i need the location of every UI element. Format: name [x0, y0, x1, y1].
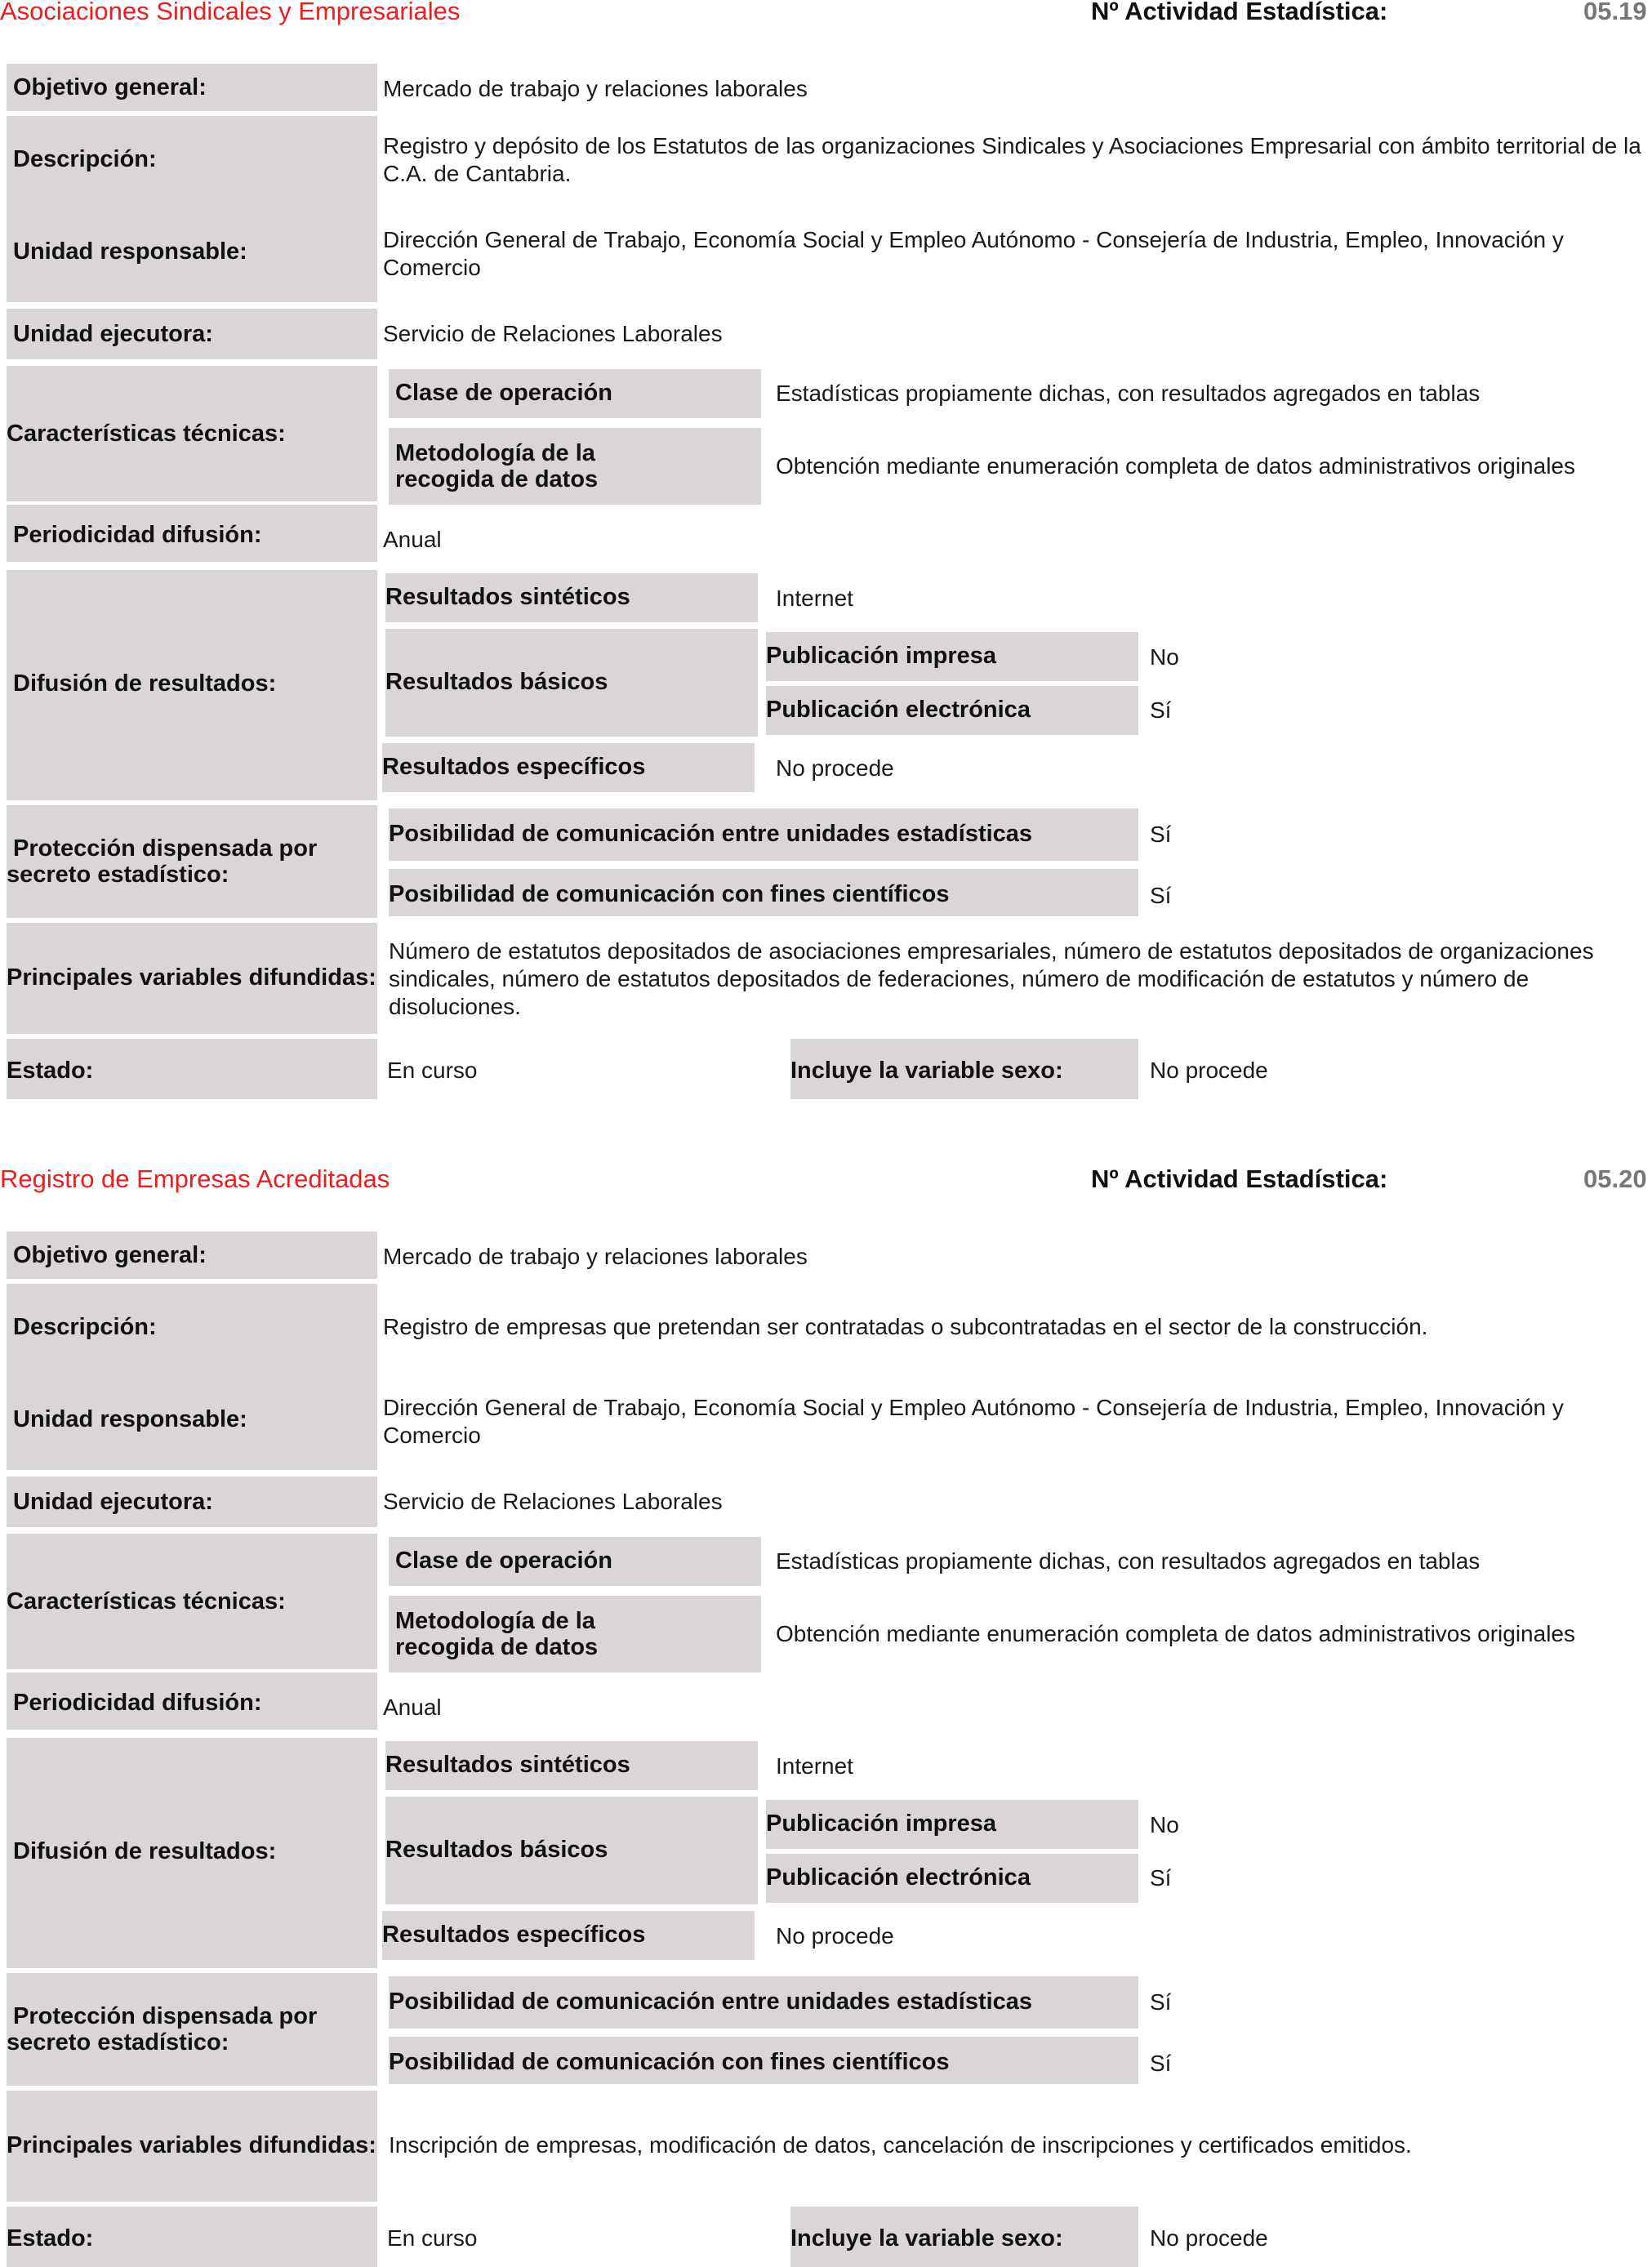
fines-cientificos-value: Sí: [1150, 2051, 1172, 2076]
activity-number: 05.19: [1583, 0, 1647, 25]
estado-label: Estado:: [7, 1058, 94, 1084]
proteccion-label-line2: secreto estadístico:: [7, 2029, 229, 2055]
metodologia-label-line2: recogida de datos: [395, 466, 599, 492]
unidad-responsable-value: Dirección General de Trabajo, Economía Social y Empleo Autónomo - Consejería de Industria, Empleo, Innovación y Comercio: [383, 227, 1564, 280]
electronica-value: Sí: [1150, 1865, 1172, 1891]
metodologia-label-line1: Metodología de la: [395, 440, 595, 466]
objetivo-value: Mercado de trabajo y relaciones laborales: [383, 1244, 808, 1269]
descripcion-value: Registro y depósito de los Estatutos de las organizaciones Sindicales y Asociaciones Empresarial con ámbito territorial de la C.A. de Cantabria.: [383, 133, 1641, 186]
impresa-value: No: [1150, 1812, 1179, 1837]
record-05-20: [0, 1165, 1652, 2267]
metodologia-label-cell: [389, 1596, 761, 1672]
especificos-label-cell: [382, 1911, 755, 1960]
fines-cientificos-label-cell: [389, 2037, 1138, 2084]
metodologia-value: Obtención mediante enumeración completa de datos administrativos originales: [776, 1621, 1575, 1646]
electronica-label-cell: [766, 1854, 1138, 1903]
periodicidad-label: Periodicidad difusión:: [13, 522, 262, 548]
especificos-label: Resultados específicos: [382, 1922, 646, 1948]
clase-operacion-label: Clase de operación: [395, 380, 612, 406]
proteccion-label-cell: [7, 805, 377, 918]
unidad-responsable-label-cell: [7, 201, 377, 302]
sinteticos-label-cell: [385, 573, 758, 622]
electronica-label: Publicación electrónica: [766, 697, 1031, 723]
fines-cientificos-label-cell: [389, 869, 1138, 916]
estado-value: En curso: [387, 1058, 478, 1083]
sexo-label: Incluye la variable sexo:: [790, 1058, 1063, 1084]
unidad-ejecutora-label-cell: [7, 309, 377, 359]
activity-number-label: Nº Actividad Estadística:: [1091, 1165, 1388, 1193]
difusion-label: Difusión de resultados:: [13, 1838, 277, 1864]
unidades-estadisticas-label: Posibilidad de comunicación entre unidades estadísticas: [389, 821, 1033, 847]
especificos-value: No procede: [776, 755, 894, 781]
difusion-label-cell: [7, 570, 377, 800]
unidad-ejecutora-label-cell: [7, 1476, 377, 1527]
record-05-19: [0, 0, 1652, 1102]
impresa-label-cell: [766, 632, 1138, 681]
fines-cientificos-label: Posibilidad de comunicación con fines científicos: [389, 881, 950, 907]
objetivo-label-cell: [7, 64, 377, 111]
estado-label-cell: [7, 2207, 377, 2267]
objetivo-label-cell: [7, 1231, 377, 1279]
sinteticos-value: Internet: [776, 1753, 853, 1779]
sinteticos-value: Internet: [776, 586, 853, 611]
clase-operacion-label-cell: [389, 1537, 761, 1586]
clase-operacion-value: Estadísticas propiamente dichas, con resultados agregados en tablas: [776, 1548, 1481, 1574]
caracteristicas-label: Características técnicas:: [7, 421, 286, 447]
record-title: Registro de Empresas Acreditadas: [0, 1165, 390, 1193]
activity-number-label: Nº Actividad Estadística:: [1091, 0, 1388, 25]
unidades-estadisticas-value: Sí: [1150, 822, 1172, 847]
metodologia-label-cell: [389, 428, 761, 505]
sexo-value: No procede: [1150, 2225, 1268, 2251]
sexo-label-cell: [790, 2207, 1138, 2267]
periodicidad-value: Anual: [383, 527, 442, 552]
fines-cientificos-value: Sí: [1150, 883, 1172, 908]
caracteristicas-label: Características técnicas:: [7, 1588, 286, 1615]
unidad-ejecutora-label: Unidad ejecutora:: [13, 1489, 213, 1515]
electronica-label-cell: [766, 686, 1138, 735]
estado-label: Estado:: [7, 2225, 94, 2251]
unidad-ejecutora-value: Servicio de Relaciones Laborales: [383, 321, 723, 346]
record-title: Asociaciones Sindicales y Empresariales: [0, 0, 461, 25]
variables-label: Principales variables difundidas:: [7, 964, 376, 991]
unidad-responsable-label: Unidad responsable:: [13, 238, 247, 265]
descripcion-label-cell: [7, 116, 377, 201]
variables-label-cell: [7, 923, 377, 1034]
periodicidad-label-cell: [7, 1672, 377, 1730]
basicos-label: Resultados básicos: [385, 669, 608, 695]
periodicidad-label: Periodicidad difusión:: [13, 1690, 262, 1716]
unidad-responsable-label: Unidad responsable:: [13, 1406, 247, 1432]
metodologia-value: Obtención mediante enumeración completa de datos administrativos originales: [776, 453, 1575, 479]
impresa-label: Publicación impresa: [766, 1810, 997, 1837]
estado-value: En curso: [387, 2225, 478, 2251]
clase-operacion-value: Estadísticas propiamente dichas, con resultados agregados en tablas: [776, 381, 1481, 406]
periodicidad-value: Anual: [383, 1695, 442, 1720]
proteccion-label-line1: Protección dispensada por: [13, 835, 318, 862]
especificos-label: Resultados específicos: [382, 754, 646, 780]
sinteticos-label: Resultados sintéticos: [385, 584, 630, 610]
basicos-label-cell: [385, 1797, 758, 1904]
sexo-value: No procede: [1150, 1058, 1268, 1083]
descripcion-value: Registro de empresas que pretendan ser contratadas o subcontratadas en el sector de la construcción.: [383, 1314, 1428, 1339]
sinteticos-label-cell: [385, 1741, 758, 1790]
metodologia-label-line1: Metodología de la: [395, 1608, 595, 1634]
unidad-responsable-label-cell: [7, 1369, 377, 1470]
objetivo-label: Objetivo general:: [13, 1242, 207, 1268]
periodicidad-label-cell: [7, 505, 377, 562]
sinteticos-label: Resultados sintéticos: [385, 1752, 630, 1778]
sexo-label: Incluye la variable sexo:: [790, 2225, 1063, 2251]
electronica-value: Sí: [1150, 697, 1172, 723]
metodologia-label-line2: recogida de datos: [395, 1634, 599, 1660]
especificos-value: No procede: [776, 1923, 894, 1949]
proteccion-label-line1: Protección dispensada por: [13, 2003, 318, 2029]
electronica-label: Publicación electrónica: [766, 1864, 1031, 1891]
caracteristicas-label-cell: [7, 366, 377, 501]
descripcion-label-cell: [7, 1284, 377, 1369]
unidades-estadisticas-value: Sí: [1150, 1989, 1172, 2015]
variables-value: Número de estatutos depositados de asociaciones empresariales, número de estatutos depositados de organizaciones sindicales, número de estatutos depositados de federaciones, número de modificación de estatutos y número de disoluciones.: [389, 938, 1594, 1019]
unidad-ejecutora-value: Servicio de Relaciones Laborales: [383, 1489, 723, 1514]
fines-cientificos-label: Posibilidad de comunicación con fines científicos: [389, 2049, 950, 2075]
basicos-label: Resultados básicos: [385, 1837, 608, 1863]
unidades-estadisticas-label-cell: [389, 1976, 1138, 2029]
proteccion-label-cell: [7, 1973, 377, 2086]
descripcion-label: Descripción:: [13, 1314, 157, 1340]
objetivo-value: Mercado de trabajo y relaciones laborales: [383, 76, 808, 101]
variables-value: Inscripción de empresas, modificación de datos, cancelación de inscripciones y certificados emitidos.: [389, 2132, 1412, 2158]
difusion-label: Difusión de resultados:: [13, 670, 277, 697]
basicos-label-cell: [385, 629, 758, 737]
unidades-estadisticas-label-cell: [389, 808, 1138, 861]
impresa-label-cell: [766, 1800, 1138, 1849]
unidades-estadisticas-label: Posibilidad de comunicación entre unidades estadísticas: [389, 1989, 1033, 2015]
impresa-label: Publicación impresa: [766, 643, 997, 669]
unidad-ejecutora-label: Unidad ejecutora:: [13, 321, 213, 347]
estado-label-cell: [7, 1039, 377, 1099]
especificos-label-cell: [382, 743, 755, 792]
impresa-value: No: [1150, 644, 1179, 670]
difusion-label-cell: [7, 1738, 377, 1968]
variables-label: Principales variables difundidas:: [7, 2132, 376, 2158]
unidad-responsable-value: Dirección General de Trabajo, Economía Social y Empleo Autónomo - Consejería de Industria, Empleo, Innovación y Comercio: [383, 1395, 1564, 1448]
clase-operacion-label-cell: [389, 369, 761, 418]
objetivo-label: Objetivo general:: [13, 74, 207, 100]
clase-operacion-label: Clase de operación: [395, 1548, 612, 1574]
descripcion-label: Descripción:: [13, 146, 157, 172]
proteccion-label-line2: secreto estadístico:: [7, 862, 229, 888]
activity-number: 05.20: [1583, 1165, 1647, 1193]
caracteristicas-label-cell: [7, 1534, 377, 1669]
variables-label-cell: [7, 2091, 377, 2202]
sexo-label-cell: [790, 1039, 1138, 1099]
